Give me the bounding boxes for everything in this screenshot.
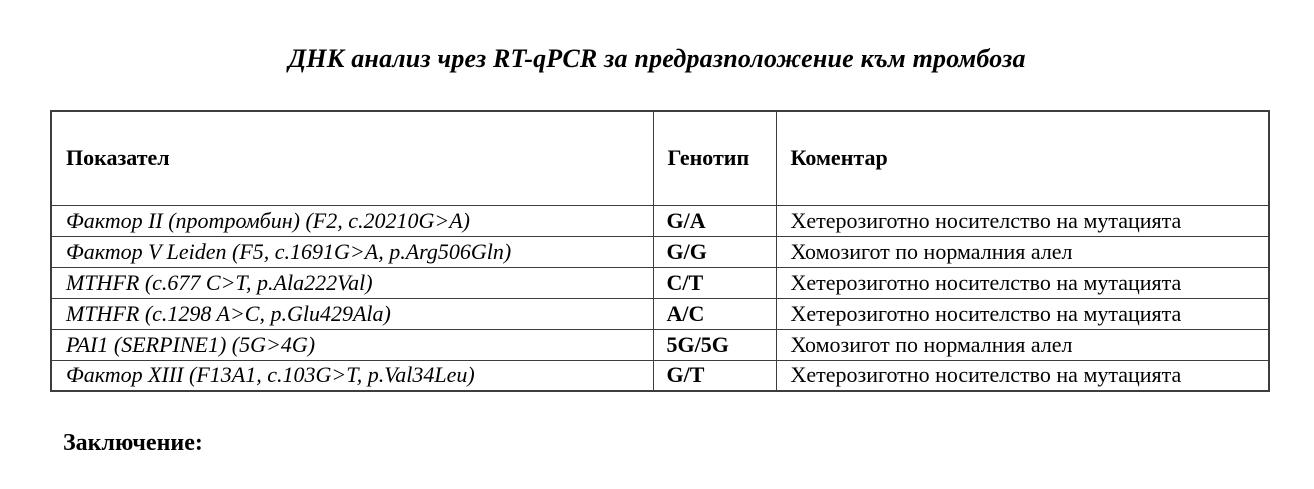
comment-cell: Хомозигот по нормалния алел <box>776 329 1269 360</box>
table-row <box>51 360 1269 391</box>
column-header-genotype: Генотип <box>653 111 776 205</box>
comment-cell: Хомозигот по нормалния алел <box>776 236 1269 267</box>
comment-cell: Хетерозиготно носителство на мутацията <box>776 205 1269 236</box>
indicator-cell: PAI1 (SERPINE1) (5G>4G) <box>51 329 653 360</box>
genotype-cell: G/G <box>653 236 776 267</box>
column-header-comment: Коментар <box>776 111 1269 205</box>
genotype-cell: G/A <box>653 205 776 236</box>
genotype-cell: A/C <box>653 298 776 329</box>
genotype-cell: G/T <box>653 360 776 391</box>
table-row <box>51 205 1269 236</box>
indicator-cell: Фактор V Leiden (F5, c.1691G>A, p.Arg506Gln) <box>51 236 653 267</box>
table-header-row <box>51 111 1269 205</box>
table-row <box>51 267 1269 298</box>
indicator-cell: Фактор XIII (F13A1, c.103G>T, p.Val34Leu) <box>51 360 653 391</box>
page-title: ДНК анализ чрез RT-qPCR за предразположение към тромбоза <box>288 44 1026 73</box>
table-row <box>51 298 1269 329</box>
column-header-indicator: Показател <box>51 111 653 205</box>
results-table <box>50 110 1270 392</box>
indicator-cell: MTHFR (c.1298 A>C, p.Glu429Ala) <box>51 298 653 329</box>
indicator-cell: MTHFR (c.677 C>T, p.Ala222Val) <box>51 267 653 298</box>
comment-cell: Хетерозиготно носителство на мутацията <box>776 360 1269 391</box>
comment-cell: Хетерозиготно носителство на мутацията <box>776 298 1269 329</box>
indicator-cell: Фактор II (протромбин) (F2, c.20210G>A) <box>51 205 653 236</box>
comment-cell: Хетерозиготно носителство на мутацията <box>776 267 1269 298</box>
genotype-cell: C/T <box>653 267 776 298</box>
table-row <box>51 329 1269 360</box>
conclusion-heading: Заключение: <box>63 430 203 456</box>
table-row <box>51 236 1269 267</box>
genotype-cell: 5G/5G <box>653 329 776 360</box>
